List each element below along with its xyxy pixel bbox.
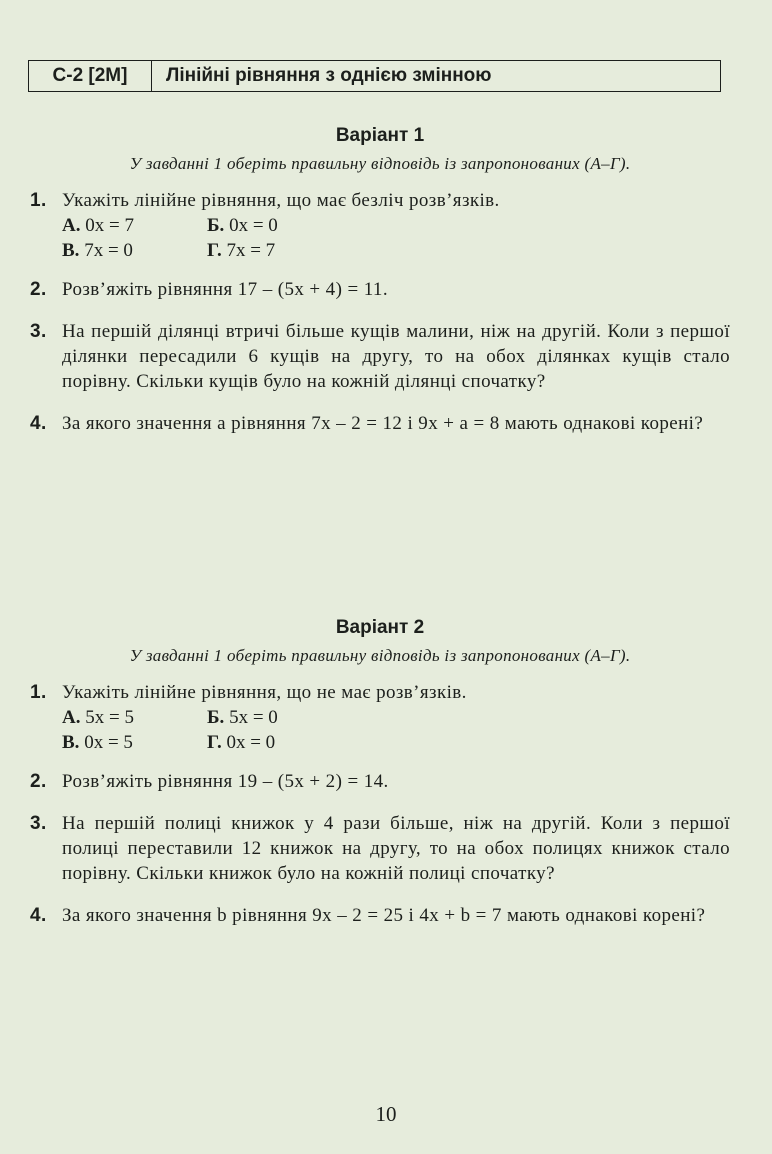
task-1 (30, 188, 730, 213)
option-b: Б. 5x = 0 (207, 707, 278, 728)
task-4 (30, 411, 730, 436)
option-v: В. 7x = 0 (62, 240, 133, 261)
answer-options (62, 705, 730, 755)
instruction: У завданні 1 оберіть правильну відповідь із запропонованих (А–Г). (129, 646, 631, 665)
task-number: 1. (30, 190, 47, 211)
topic-title: Лінійні рівняння з однією змінною (166, 65, 492, 86)
task-text: Розв’яжіть рівняння 19 – (5x + 2) = 14. (62, 771, 389, 792)
task-text: Укажіть лінійне рівняння, що не має розв’язків. (62, 682, 467, 703)
task-number: 2. (30, 771, 47, 792)
task-text: За якого значення b рівняння 9x – 2 = 25 і 4x + b = 7 мають однакові корені? (62, 905, 706, 926)
topic-code: С-2 [2М] (29, 61, 152, 91)
page-number: 10 (375, 1102, 397, 1126)
option-g: Г. 7x = 7 (207, 240, 276, 261)
task-number: 3. (30, 813, 47, 834)
option-g: Г. 0x = 0 (207, 732, 276, 753)
task-text: Розв’яжіть рівняння 17 – (5x + 4) = 11. (62, 279, 388, 300)
task-number: 2. (30, 279, 47, 300)
option-a: А. 5x = 5 (62, 707, 134, 728)
task-text: Укажіть лінійне рівняння, що має безліч розв’язків. (62, 190, 500, 211)
task-text: За якого значення a рівняння 7x – 2 = 12 і 9x + a = 8 мають однакові корені? (62, 413, 704, 434)
task-4 (30, 903, 730, 928)
topic-header (28, 60, 721, 92)
task-text: На першій ділянці втричі більше кущів малини, ніж на другій. Коли з першої ділянки пересадили 6 кущів на другу, то на обох ділянках кущів стало порівну. Скільки кущів було на кожній ділянці спочатку? (62, 321, 730, 392)
option-a: А. 0x = 7 (62, 215, 134, 236)
task-text: На першій полиці книжок у 4 рази більше, ніж на другій. Коли з першої полиці переставили 12 книжок на другу, то на обох полицях книжок стало порівну. Скільки книжок було на кожній полиці спочатку? (62, 813, 730, 884)
variant-title: Варіант 1 (335, 125, 425, 146)
task-3 (30, 811, 730, 886)
instruction: У завданні 1 оберіть правильну відповідь із запропонованих (А–Г). (129, 154, 631, 173)
task-number: 4. (30, 413, 47, 434)
task-2 (30, 277, 730, 302)
variant-1 (30, 122, 730, 436)
task-1 (30, 680, 730, 705)
task-2 (30, 769, 730, 794)
option-b: Б. 0x = 0 (207, 215, 278, 236)
variant-title: Варіант 2 (335, 617, 425, 638)
answer-options (62, 213, 730, 263)
task-number: 1. (30, 682, 47, 703)
task-number: 3. (30, 321, 47, 342)
task-3 (30, 319, 730, 394)
option-v: В. 0x = 5 (62, 732, 133, 753)
variant-2 (30, 614, 730, 928)
task-number: 4. (30, 905, 47, 926)
